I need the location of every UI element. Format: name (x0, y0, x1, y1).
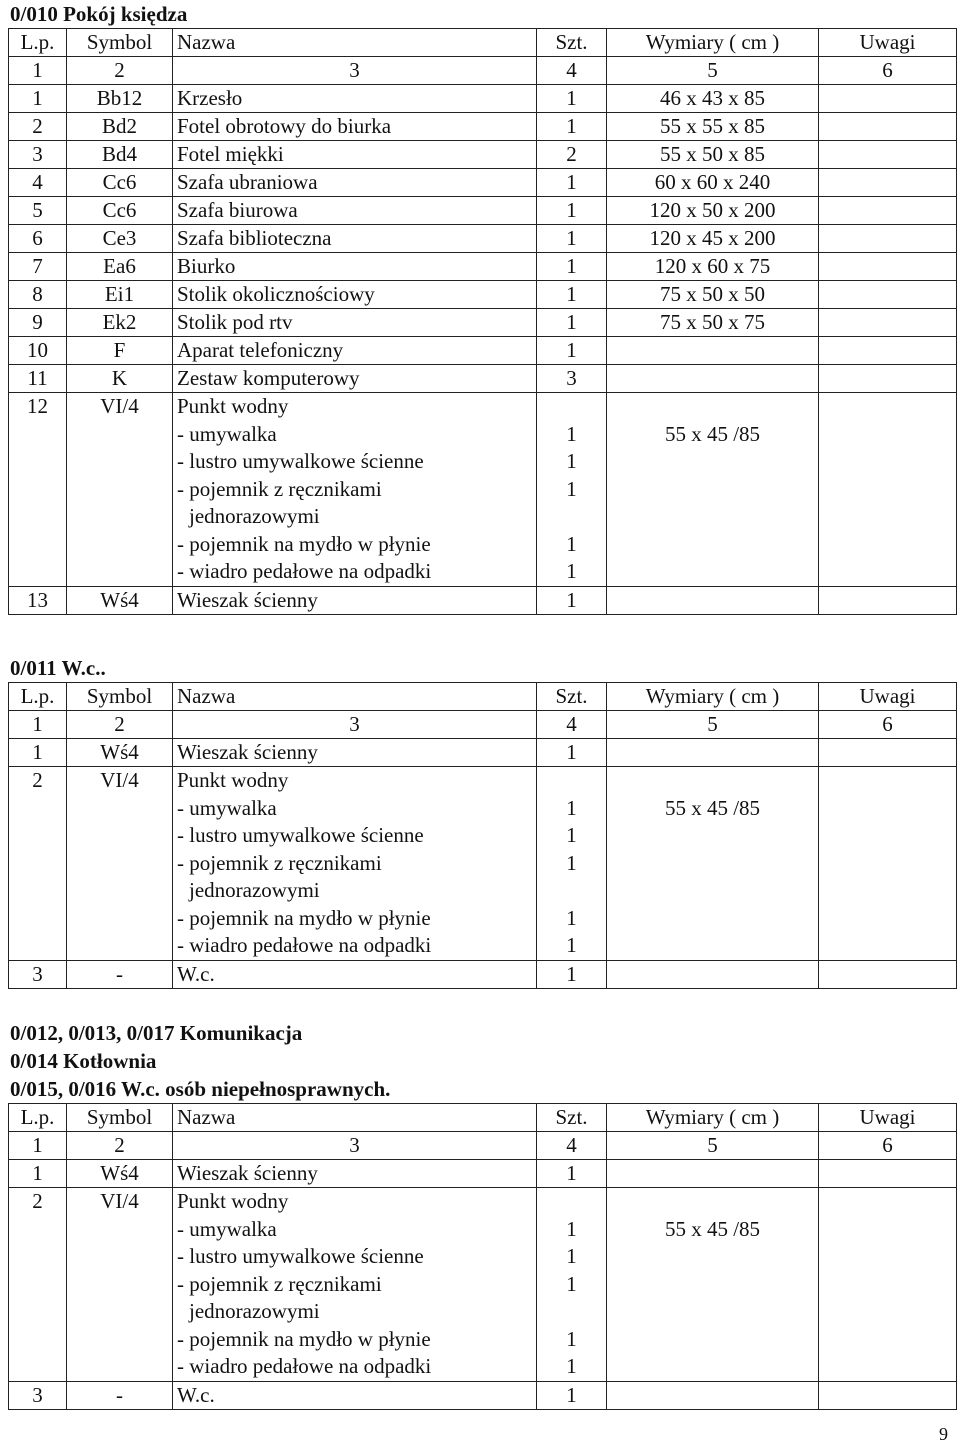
dims-cell (607, 1381, 819, 1409)
lp-cell: 2 (9, 767, 67, 961)
notes-cell (819, 197, 957, 225)
cell-line (541, 503, 602, 531)
cell-line (611, 850, 814, 878)
table-row (9, 1381, 957, 1409)
column-number: 5 (607, 1132, 819, 1160)
symbol-cell: Wś4 (67, 739, 173, 767)
header-row (9, 1104, 957, 1132)
column-header: L.p. (9, 29, 67, 57)
column-header: Szt. (537, 29, 607, 57)
cell-line: 1 (566, 933, 577, 957)
section-title: 0/011 W.c.. (10, 656, 106, 680)
qty-cell: 1 (537, 113, 607, 141)
symbol-cell: VI/4 (67, 393, 173, 587)
symbol-cell: Ei1 (67, 281, 173, 309)
name-cell: Zestaw komputerowy (173, 365, 537, 393)
header-row (9, 29, 957, 57)
symbol-cell: Ce3 (67, 225, 173, 253)
section-title: 0/010 Pokój księdza (10, 2, 188, 26)
column-number: 3 (173, 1132, 537, 1160)
qty-cell: 1 (537, 337, 607, 365)
column-number: 2 (67, 57, 173, 85)
notes-cell (819, 960, 957, 988)
lp-cell: 13 (9, 586, 67, 614)
dims-cell (607, 960, 819, 988)
qty-cell: 3 (537, 365, 607, 393)
dims-cell: 120 x 45 x 200 (607, 225, 819, 253)
cell-line: - wiadro pedałowe na odpadki (177, 1354, 432, 1378)
table-row (9, 365, 957, 393)
column-number: 4 (537, 1132, 607, 1160)
notes-cell (819, 141, 957, 169)
column-header: Symbol (67, 1104, 173, 1132)
cell-line: - lustro umywalkowe ścienne (177, 1244, 424, 1268)
lp-cell: 1 (9, 85, 67, 113)
column-number: 1 (9, 711, 67, 739)
dims-cell: 120 x 60 x 75 (607, 253, 819, 281)
cell-line: 1 (566, 1354, 577, 1378)
qty-cell: 1 (537, 253, 607, 281)
lp-cell: 3 (9, 1381, 67, 1409)
column-number: 4 (537, 711, 607, 739)
cell-line: - wiadro pedałowe na odpadki (177, 933, 432, 957)
name-cell: Krzesło (173, 85, 537, 113)
furniture-table (8, 1103, 957, 1410)
notes-cell (819, 1188, 957, 1382)
name-cell: Stolik pod rtv (173, 309, 537, 337)
cell-line: Punkt wodny (177, 1189, 289, 1213)
name-cell: W.c. (173, 960, 537, 988)
notes-cell (819, 1381, 957, 1409)
cell-line: 1 (566, 531, 577, 556)
qty-cell (537, 393, 607, 587)
lp-cell: 2 (9, 1188, 67, 1382)
dims-cell: 120 x 50 x 200 (607, 197, 819, 225)
cell-line: - pojemnik na mydło w płynie (177, 531, 431, 556)
column-header: L.p. (9, 1104, 67, 1132)
cell-line (611, 1326, 814, 1354)
name-cell (173, 767, 537, 961)
notes-cell (819, 586, 957, 614)
notes-cell (819, 337, 957, 365)
cell-line: - pojemnik z ręcznikami (177, 476, 382, 501)
symbol-cell: Wś4 (67, 586, 173, 614)
dims-cell: 55 x 50 x 85 (607, 141, 819, 169)
notes-cell (819, 393, 957, 587)
column-number: 6 (819, 1132, 957, 1160)
name-cell (173, 393, 537, 587)
cell-line (611, 531, 814, 559)
cell-line: 1 (566, 823, 577, 847)
lp-cell: 3 (9, 141, 67, 169)
cell-line: 1 (566, 559, 577, 583)
section-title: 0/014 Kotłownia (10, 1049, 157, 1073)
column-number: 3 (173, 711, 537, 739)
cell-line (541, 1188, 602, 1216)
column-header: Wymiary ( cm ) (607, 683, 819, 711)
qty-cell: 1 (537, 586, 607, 614)
notes-cell (819, 225, 957, 253)
lp-cell: 6 (9, 225, 67, 253)
name-cell: Fotel obrotowy do biurka (173, 113, 537, 141)
header-row (9, 683, 957, 711)
name-cell: Wieszak ścienny (173, 586, 537, 614)
cell-line (611, 822, 814, 850)
name-cell: Stolik okolicznościowy (173, 281, 537, 309)
cell-line: - pojemnik na mydło w płynie (177, 1326, 431, 1351)
dims-cell: 60 x 60 x 240 (607, 169, 819, 197)
water-point-row (9, 393, 957, 587)
lp-cell: 8 (9, 281, 67, 309)
dims-cell (607, 1160, 819, 1188)
cell-line: jednorazowymi (189, 1299, 320, 1323)
column-header: Wymiary ( cm ) (607, 29, 819, 57)
column-number: 1 (9, 1132, 67, 1160)
furniture-table (8, 682, 957, 989)
section-title: 0/015, 0/016 W.c. osób niepełnosprawnych. (10, 1077, 391, 1101)
column-number: 5 (607, 711, 819, 739)
cell-line: jednorazowymi (189, 504, 320, 528)
qty-cell: 1 (537, 739, 607, 767)
column-header: Uwagi (819, 1104, 957, 1132)
cell-line: 55 x 45 /85 (664, 421, 761, 446)
lp-cell: 12 (9, 393, 67, 587)
cell-line (611, 767, 814, 795)
section-komunikacja-kotlownia (0, 1019, 960, 1410)
column-number: 4 (537, 57, 607, 85)
table-row (9, 281, 957, 309)
qty-cell: 1 (537, 197, 607, 225)
cell-line (611, 877, 814, 905)
dims-cell (607, 767, 819, 961)
section-title: 0/012, 0/013, 0/017 Komunikacja (10, 1021, 303, 1045)
notes-cell (819, 365, 957, 393)
qty-cell: 2 (537, 141, 607, 169)
cell-line: 1 (566, 1216, 577, 1241)
table-row (9, 113, 957, 141)
cell-line: - lustro umywalkowe ścienne (177, 449, 424, 473)
symbol-cell: F (67, 337, 173, 365)
column-number: 2 (67, 711, 173, 739)
cell-line (611, 1188, 814, 1216)
lp-cell: 11 (9, 365, 67, 393)
cell-line: 1 (566, 1326, 577, 1351)
table-row (9, 309, 957, 337)
qty-cell: 1 (537, 169, 607, 197)
cell-line (611, 1271, 814, 1299)
dims-cell: 75 x 50 x 50 (607, 281, 819, 309)
cell-line: - lustro umywalkowe ścienne (177, 823, 424, 847)
cell-line: 1 (566, 449, 577, 473)
cell-line (611, 932, 814, 960)
column-number-row (9, 57, 957, 85)
qty-cell: 1 (537, 225, 607, 253)
name-cell: Szafa biblioteczna (173, 225, 537, 253)
column-header: Nazwa (173, 1104, 537, 1132)
column-header: Szt. (537, 683, 607, 711)
symbol-cell: Bd2 (67, 113, 173, 141)
table-row (9, 1160, 957, 1188)
column-number-row (9, 711, 957, 739)
name-cell: Wieszak ścienny (173, 1160, 537, 1188)
table-row (9, 169, 957, 197)
table-row (9, 197, 957, 225)
notes-cell (819, 169, 957, 197)
lp-cell: 10 (9, 337, 67, 365)
name-cell: W.c. (173, 1381, 537, 1409)
column-header: Wymiary ( cm ) (607, 1104, 819, 1132)
column-header: Szt. (537, 1104, 607, 1132)
cell-line: 1 (566, 1271, 577, 1296)
qty-cell (537, 1188, 607, 1382)
cell-line: - wiadro pedałowe na odpadki (177, 559, 432, 583)
qty-cell: 1 (537, 309, 607, 337)
lp-cell: 2 (9, 113, 67, 141)
lp-cell: 1 (9, 739, 67, 767)
name-cell: Aparat telefoniczny (173, 337, 537, 365)
dims-cell (607, 365, 819, 393)
notes-cell (819, 1160, 957, 1188)
cell-line (541, 1298, 602, 1326)
column-header: Uwagi (819, 683, 957, 711)
cell-line: - umywalka (177, 1216, 277, 1241)
cell-line: 1 (566, 1244, 577, 1268)
dims-cell (607, 337, 819, 365)
lp-cell: 3 (9, 960, 67, 988)
dims-cell: 46 x 43 x 85 (607, 85, 819, 113)
cell-line (611, 393, 814, 421)
cell-line: - umywalka (177, 421, 277, 446)
section-wc (0, 654, 960, 989)
notes-cell (819, 767, 957, 961)
dims-cell (607, 739, 819, 767)
column-number-row (9, 1132, 957, 1160)
name-cell: Fotel miękki (173, 141, 537, 169)
symbol-cell: K (67, 365, 173, 393)
table-row (9, 586, 957, 614)
cell-line (541, 393, 602, 421)
column-header: Uwagi (819, 29, 957, 57)
dims-cell: 75 x 50 x 75 (607, 309, 819, 337)
table-row (9, 85, 957, 113)
cell-line (611, 905, 814, 933)
name-cell: Biurko (173, 253, 537, 281)
notes-cell (819, 85, 957, 113)
qty-cell: 1 (537, 1381, 607, 1409)
cell-line: 1 (566, 905, 577, 930)
symbol-cell: - (67, 1381, 173, 1409)
column-header: Symbol (67, 29, 173, 57)
table-row (9, 337, 957, 365)
lp-cell: 4 (9, 169, 67, 197)
dims-cell (607, 393, 819, 587)
symbol-cell: Bb12 (67, 85, 173, 113)
name-cell: Wieszak ścienny (173, 739, 537, 767)
symbol-cell: VI/4 (67, 1188, 173, 1382)
notes-cell (819, 309, 957, 337)
cell-line: 55 x 45 /85 (664, 795, 761, 820)
notes-cell (819, 113, 957, 141)
dims-cell (607, 586, 819, 614)
cell-line: jednorazowymi (189, 878, 320, 902)
cell-line (541, 877, 602, 905)
cell-line: 1 (566, 421, 577, 446)
cell-line: 55 x 45 /85 (664, 1216, 761, 1241)
cell-line (611, 1298, 814, 1326)
symbol-cell: Cc6 (67, 169, 173, 197)
symbol-cell: Ea6 (67, 253, 173, 281)
cell-line: Punkt wodny (177, 768, 289, 792)
column-header: Nazwa (173, 29, 537, 57)
column-number: 5 (607, 57, 819, 85)
cell-line: 1 (566, 795, 577, 820)
dims-cell (607, 1188, 819, 1382)
cell-line (611, 558, 814, 586)
column-header: Nazwa (173, 683, 537, 711)
furniture-table (8, 28, 957, 615)
symbol-cell: Cc6 (67, 197, 173, 225)
qty-cell: 1 (537, 960, 607, 988)
table-row (9, 253, 957, 281)
water-point-row (9, 1188, 957, 1382)
lp-cell: 5 (9, 197, 67, 225)
cell-line (611, 1243, 814, 1271)
table-row (9, 141, 957, 169)
column-header: L.p. (9, 683, 67, 711)
page-number: 9 (939, 1424, 948, 1444)
lp-cell: 9 (9, 309, 67, 337)
cell-line: - pojemnik na mydło w płynie (177, 905, 431, 930)
symbol-cell: Bd4 (67, 141, 173, 169)
dims-cell: 55 x 55 x 85 (607, 113, 819, 141)
symbol-cell: Wś4 (67, 1160, 173, 1188)
table-row (9, 739, 957, 767)
lp-cell: 7 (9, 253, 67, 281)
notes-cell (819, 739, 957, 767)
column-number: 3 (173, 57, 537, 85)
column-number: 2 (67, 1132, 173, 1160)
qty-cell: 1 (537, 281, 607, 309)
name-cell: Szafa ubraniowa (173, 169, 537, 197)
cell-line (611, 1353, 814, 1381)
qty-cell: 1 (537, 1160, 607, 1188)
cell-line: - pojemnik z ręcznikami (177, 850, 382, 875)
table-row (9, 225, 957, 253)
water-point-row (9, 767, 957, 961)
cell-line (611, 476, 814, 504)
table-row (9, 960, 957, 988)
column-number: 6 (819, 57, 957, 85)
qty-cell: 1 (537, 85, 607, 113)
symbol-cell: Ek2 (67, 309, 173, 337)
column-header: Symbol (67, 683, 173, 711)
cell-line: - umywalka (177, 795, 277, 820)
cell-line: Punkt wodny (177, 394, 289, 418)
cell-line (611, 448, 814, 476)
column-number: 6 (819, 711, 957, 739)
symbol-cell: VI/4 (67, 767, 173, 961)
name-cell: Szafa biurowa (173, 197, 537, 225)
cell-line: - pojemnik z ręcznikami (177, 1271, 382, 1296)
qty-cell (537, 767, 607, 961)
column-number: 1 (9, 57, 67, 85)
section-pokoj-ksiedza (0, 0, 960, 615)
cell-line (541, 767, 602, 795)
notes-cell (819, 281, 957, 309)
notes-cell (819, 253, 957, 281)
lp-cell: 1 (9, 1160, 67, 1188)
cell-line: 1 (566, 850, 577, 875)
cell-line (611, 503, 814, 531)
cell-line: 1 (566, 476, 577, 501)
name-cell (173, 1188, 537, 1382)
symbol-cell: - (67, 960, 173, 988)
